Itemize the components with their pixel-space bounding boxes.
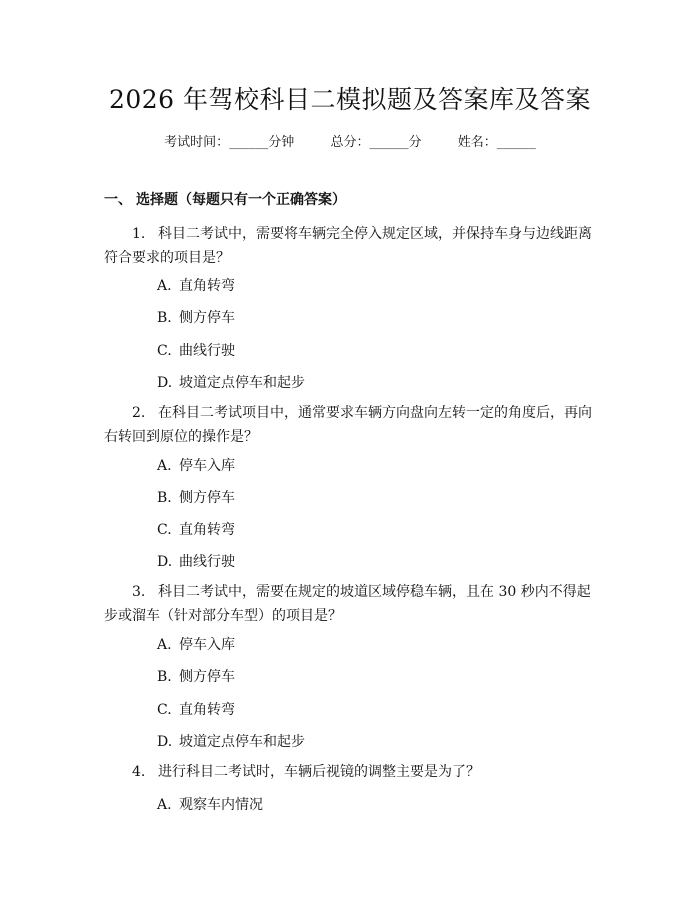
option-text: 坡道定点停车和起步 bbox=[179, 375, 305, 391]
question-text: 在科目二考试项目中，通常要求车辆方向盘向左转一定的角度后，再向右转回到原位的操作是？ bbox=[104, 405, 592, 445]
option-3b bbox=[157, 666, 235, 686]
option-2b bbox=[157, 487, 235, 507]
option-2a bbox=[157, 455, 235, 475]
question-4 bbox=[104, 760, 599, 784]
option-letter: C. bbox=[157, 522, 172, 538]
score-blank: ______分 bbox=[369, 135, 422, 150]
question-text: 科目二考试中，需要将车辆完全停入规定区域，并保持车身与边线距离符合要求的项目是？ bbox=[104, 226, 592, 266]
option-text: 停车入库 bbox=[179, 458, 235, 474]
option-text: 直角转弯 bbox=[179, 702, 235, 718]
option-letter: A. bbox=[157, 797, 172, 813]
option-letter: D. bbox=[157, 375, 173, 391]
option-1b bbox=[157, 307, 235, 327]
option-1a bbox=[157, 275, 235, 295]
option-4a bbox=[157, 794, 263, 814]
section-number: 一、 bbox=[104, 192, 132, 208]
time-blank: ______分钟 bbox=[229, 135, 295, 150]
option-text: 侧方停车 bbox=[179, 669, 235, 685]
option-1d bbox=[157, 372, 305, 392]
question-1 bbox=[104, 222, 599, 270]
option-letter: B. bbox=[157, 310, 172, 326]
section-title: 选择题（每题只有一个正确答案） bbox=[136, 192, 346, 208]
option-letter: A. bbox=[157, 637, 172, 653]
option-text: 侧方停车 bbox=[179, 490, 235, 506]
option-2d bbox=[157, 551, 235, 571]
question-text: 科目二考试中，需要在规定的坡道区域停稳车辆，且在 30 秒内不得起步或溜车（针对部分车型）的项目是？ bbox=[104, 584, 591, 624]
section-heading bbox=[104, 189, 346, 209]
option-text: 停车入库 bbox=[179, 637, 235, 653]
question-2 bbox=[104, 401, 599, 449]
exam-meta bbox=[0, 131, 700, 150]
option-letter: D. bbox=[157, 554, 173, 570]
option-letter: B. bbox=[157, 669, 172, 685]
document-title: 2026 年驾校科目二模拟题及答案库及答案 bbox=[108, 85, 592, 114]
option-letter: A. bbox=[157, 458, 172, 474]
score-label: 总分： bbox=[330, 135, 370, 150]
question-number: 3. bbox=[132, 584, 146, 600]
option-text: 曲线行驶 bbox=[179, 554, 235, 570]
option-text: 坡道定点停车和起步 bbox=[179, 734, 305, 750]
option-text: 直角转弯 bbox=[179, 278, 235, 294]
option-letter: C. bbox=[157, 343, 172, 359]
question-number: 4. bbox=[132, 764, 146, 780]
option-text: 观察车内情况 bbox=[179, 797, 263, 813]
question-3 bbox=[104, 580, 599, 628]
option-1c bbox=[157, 340, 235, 360]
option-3a bbox=[157, 634, 235, 654]
option-text: 侧方停车 bbox=[179, 310, 235, 326]
option-text: 直角转弯 bbox=[179, 522, 235, 538]
question-number: 1. bbox=[132, 226, 146, 242]
option-letter: A. bbox=[157, 278, 172, 294]
option-3d bbox=[157, 731, 305, 751]
option-letter: D. bbox=[157, 734, 173, 750]
option-2c bbox=[157, 519, 235, 539]
option-3c bbox=[157, 699, 235, 719]
name-label: 姓名： bbox=[457, 135, 497, 150]
name-blank: ______ bbox=[496, 135, 536, 150]
question-text: 进行科目二考试时，车辆后视镜的调整主要是为了？ bbox=[158, 764, 480, 780]
question-number: 2. bbox=[132, 405, 146, 421]
time-label: 考试时间： bbox=[164, 135, 230, 150]
option-letter: B. bbox=[157, 490, 172, 506]
option-text: 曲线行驶 bbox=[179, 343, 235, 359]
option-letter: C. bbox=[157, 702, 172, 718]
